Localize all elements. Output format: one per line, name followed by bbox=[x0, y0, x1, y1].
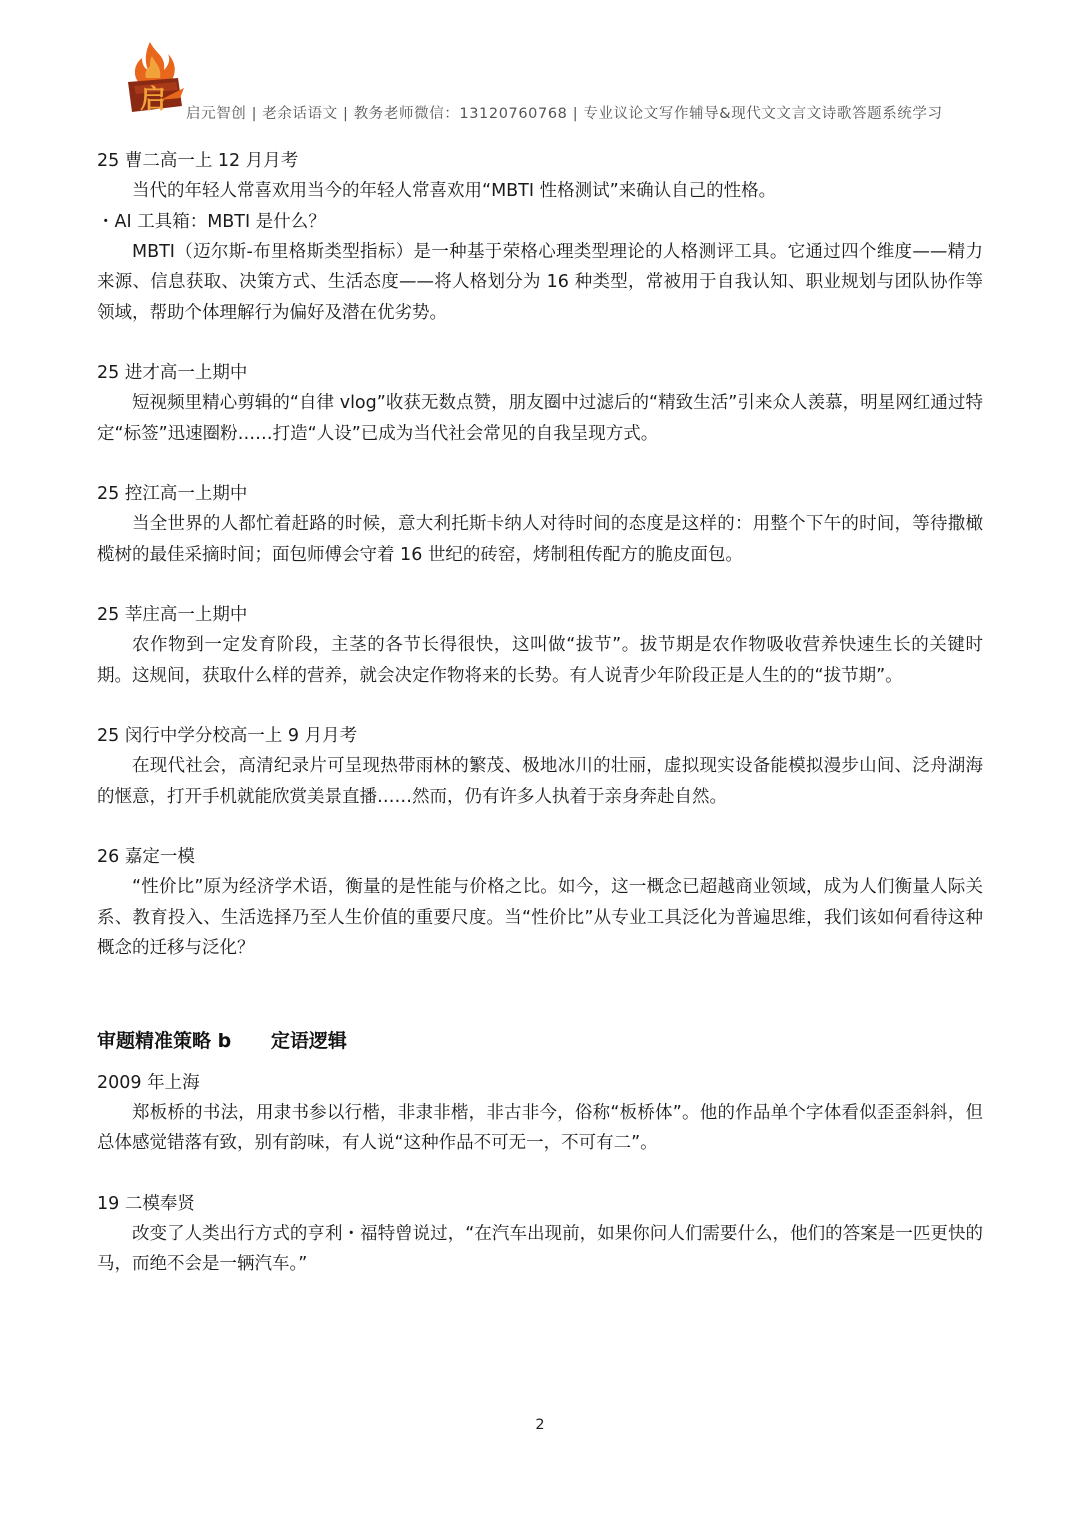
section-item bbox=[97, 721, 983, 812]
section-item bbox=[97, 600, 983, 691]
section-item bbox=[97, 1189, 983, 1280]
source-label: 25 进才高一上期中 bbox=[97, 363, 248, 383]
paragraph: 在现代社会，高清纪录片可呈现热带雨林的繁茂、极地冰川的壮丽，虚拟现实设备能模拟漫步山间、泛舟湖海的惬意，打开手机就能欣赏美景直播……然而，仍有许多人执着于亲身奔赴自然。 bbox=[97, 756, 983, 807]
source-label: 25 莘庄高一上期中 bbox=[97, 605, 248, 625]
section-item bbox=[97, 358, 983, 449]
section-item bbox=[97, 479, 983, 570]
section-heading: 审题精准策略 b 定语逻辑 bbox=[97, 1029, 347, 1052]
section-item bbox=[97, 146, 983, 328]
paragraph: 短视频里精心剪辑的“自律 vlog”收获无数点赞，朋友圈中过滤后的“精致生活”引来众人羡慕，明星网红通过特定“标签”迅速圈粉……打造“人设”已成为当代社会常见的自我呈现方式。 bbox=[97, 393, 983, 444]
source-label: 25 控江高一上期中 bbox=[97, 484, 248, 504]
paragraph: 农作物到一定发育阶段，主茎的各节长得很快，这叫做“拔节”。拔节期是农作物吸收营养快速生长的关键时期。这规间，获取什么样的营养，就会决定作物将来的长势。有人说青少年阶段正是人生的的“拔节期”。 bbox=[97, 635, 983, 686]
paragraph: 改变了人类出行方式的亨利・福特曾说过，“在汽车出现前，如果你问人们需要什么，他们的答案是一匹更快的马，而绝不会是一辆汽车。” bbox=[97, 1223, 983, 1274]
paragraph: 郑板桥的书法，用隶书参以行楷，非隶非楷，非古非今，俗称“板桥体”。他的作品单个字体看似歪歪斜斜，但总体感觉错落有致，别有韵味，有人说“这种作品不可无一，不可有二”。 bbox=[97, 1102, 983, 1153]
source-label: 2009 年上海 bbox=[97, 1072, 200, 1093]
paragraph: 当代的年轻人常喜欢用当今的年轻人常喜欢用“MBTI 性格测试”来确认自己的性格。 bbox=[132, 181, 777, 201]
main-content bbox=[97, 146, 983, 1280]
flame-book-icon bbox=[120, 40, 186, 116]
section-item bbox=[97, 1068, 983, 1159]
paragraph: 当全世界的人都忙着赶路的时候，意大利托斯卡纳人对待时间的态度是这样的：用整个下午的时间，等待撒橄榄树的最佳采摘时间；面包师傅会守着 16 世纪的砖窑，烤制租传配方的脆皮面包。 bbox=[97, 514, 983, 565]
brand-logo bbox=[120, 40, 186, 116]
bullet-line: ・AI 工具箱：MBTI 是什么？ bbox=[97, 211, 326, 232]
page-header bbox=[98, 36, 998, 126]
section-item bbox=[97, 842, 983, 964]
source-label: 25 曹二高一上 12 月月考 bbox=[97, 151, 299, 171]
paragraph: MBTI（迈尔斯-布里格斯类型指标）是一种基于荣格心理类型理论的人格测评工具。它通过四个维度——精力来源、信息获取、决策方式、生活态度——将人格划分为 16 种类型，常被用于自我认知、职业规划与团队协作等领域，帮助个体理解行为偏好及潜在优劣势。 bbox=[97, 241, 983, 323]
page-number: 2 bbox=[535, 1417, 545, 1433]
logo-character: 启 bbox=[140, 85, 167, 115]
source-label: 25 闵行中学分校高一上 9 月月考 bbox=[97, 726, 358, 746]
source-label: 19 二模奉贤 bbox=[97, 1193, 195, 1214]
paragraph: “性价比”原为经济学术语，衡量的是性能与价格之比。如今，这一概念已超越商业领域，成为人们衡量人际关系、教育投入、生活选择乃至人生价值的重要尺度。当“性价比”从专业工具泛化为普遍思维，我们该如何看待这种概念的迁移与泛化？ bbox=[97, 877, 983, 958]
source-label: 26 嘉定一模 bbox=[97, 847, 195, 867]
header-text: 启元智创 | 老余话语文 | 教务老师微信：13120760768 | 专业议论文写作辅导&现代文文言文诗歌答题系统学习 bbox=[186, 106, 943, 122]
